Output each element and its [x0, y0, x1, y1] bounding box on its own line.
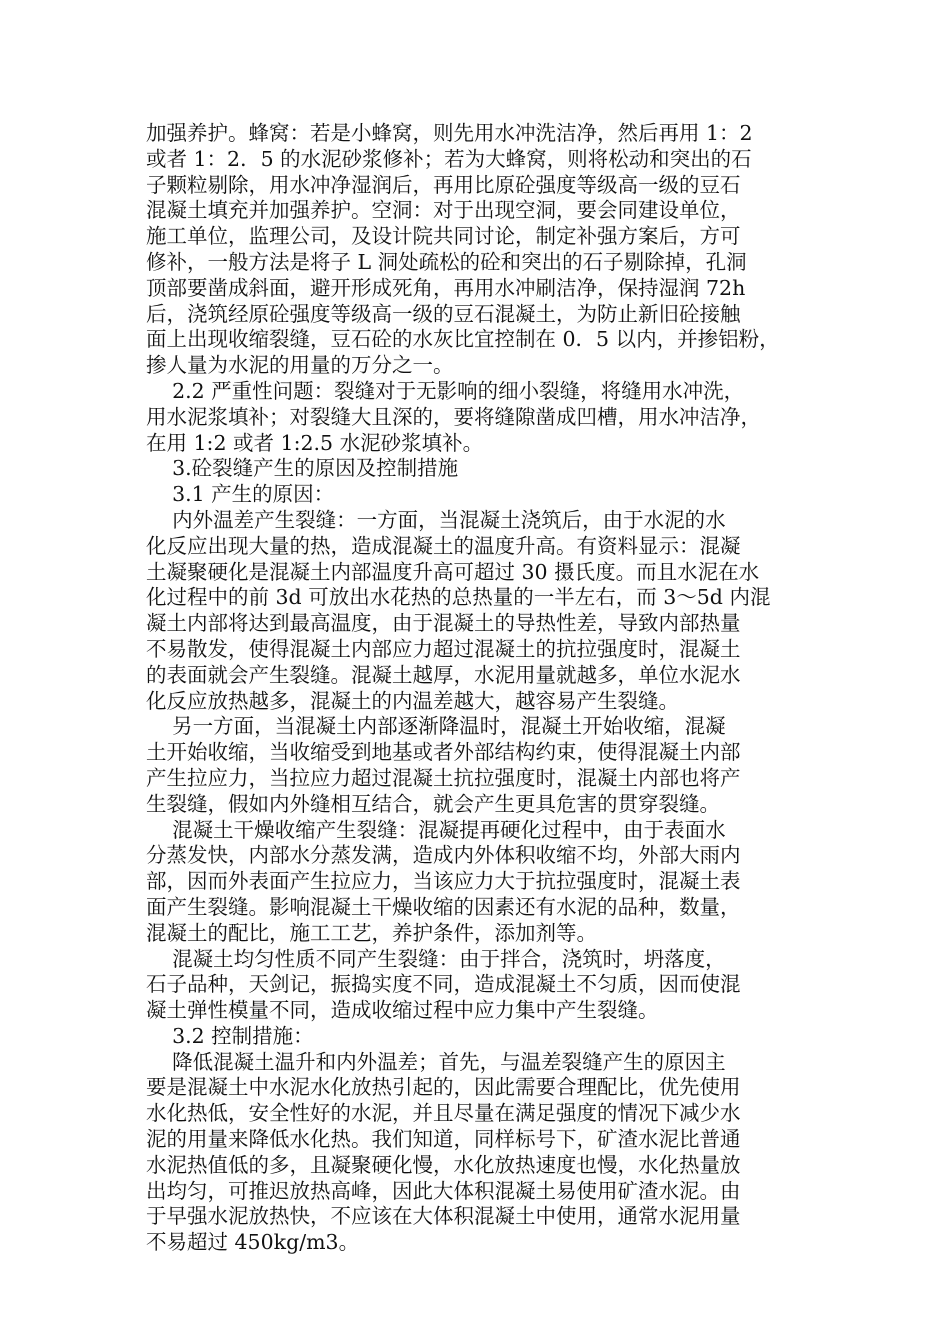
text-line: 不易超过 450kg/m3。 — [146, 1230, 360, 1255]
text-line: 石子品种，天剑记，振捣实度不同，造成混凝土不匀质，因而使混 — [146, 972, 741, 997]
text-line: 混凝土填充并加强养护。空洞：对于出现空洞，要会同建设单位， — [146, 198, 741, 223]
text-line: 后，浇筑经原砼强度等级高一级的豆石混凝土，为防止新旧砼接触 — [146, 301, 741, 326]
text-line: 凝土弹性模量不同，造成收缩过程中应力集中产生裂缝。 — [146, 998, 659, 1023]
text-line: 要是混凝土中水泥水化放热引起的，因此需要合理配比，优先使用 — [146, 1075, 741, 1100]
section-heading-3-1: 3.1 产生的原因： — [146, 482, 335, 507]
text-line: 面产生裂缝。影响混凝土干燥收缩的因素还有水泥的品种，数量， — [146, 894, 741, 919]
text-line: 部，因而外表面产生拉应力，当该应力大于抗拉强度时，混凝土表 — [146, 869, 741, 894]
text-line: 在用 1:2 或者 1:2.5 水泥砂浆填补。 — [146, 430, 484, 455]
text-line: 的表面就会产生裂缝。混凝土越厚，水泥用量就越多，单位水泥水 — [146, 662, 741, 687]
text-line: 顶部要凿成斜面，避开形成死角，再用水冲刷洁净，保持湿润 72h — [146, 275, 746, 300]
text-line: 加强养护。蜂窝：若是小蜂窝，则先用水冲洗洁净，然后再用 1：2 — [146, 121, 753, 145]
text-line: 化反应放热越多，混凝土的内温差越大，越容易产生裂缝。 — [146, 688, 679, 713]
text-line: 泥的用量来降低水化热。我们知道，同样标号下，矿渣水泥比普通 — [146, 1127, 741, 1152]
text-line: 用水泥浆填补；对裂缝大且深的，要将缝隙凿成凹槽，用水冲洁净， — [146, 404, 761, 429]
text-line: 凝土内部将达到最高温度，由于混凝土的导热性差，导致内部热量 — [146, 611, 741, 636]
text-line: 土凝聚硬化是混凝土内部温度升高可超过 30 摄氏度。而且水泥在水 — [146, 559, 760, 584]
text-line: 混凝土均匀性质不同产生裂缝：由于拌合，浇筑时，坍落度， — [146, 946, 726, 971]
text-line: 掺人量为水泥的用量的万分之一。 — [146, 353, 454, 378]
text-line: 混凝土干燥收缩产生裂缝：混凝提再硬化过程中，由于表面水 — [146, 817, 726, 842]
text-line: 出均匀，可推迟放热高峰，因此大体积混凝土易使用矿渣水泥。由 — [146, 1178, 741, 1203]
document-body — [146, 121, 816, 1256]
text-line: 混凝土的配比，施工工艺，养护条件，添加剂等。 — [146, 920, 597, 945]
section-heading-3: 3.砼裂缝产生的原因及控制措施 — [146, 456, 459, 481]
text-line: 或者 1：2．5 的水泥砂浆修补；若为大蜂窝，则将松动和突出的石 — [146, 146, 752, 171]
text-line: 水化热低，安全性好的水泥，并且尽量在满足强度的情况下减少水 — [146, 1101, 741, 1126]
text-line: 化过程中的前 3d 可放出水花热的总热量的一半左右，而 3～5d 内混 — [146, 585, 771, 610]
text-line: 另一方面，当混凝土内部逐渐降温时，混凝土开始收缩，混凝 — [146, 714, 726, 739]
section-heading-2-2: 2.2 严重性问题：裂缝对于无影响的细小裂缝，将缝用水冲洗， — [146, 378, 745, 403]
text-line: 不易散发，使得混凝土内部应力超过混凝土的抗拉强度时，混凝土 — [146, 636, 741, 661]
text-line: 面上出现收缩裂缝，豆石砼的水灰比宜控制在 0．5 以内，并掺铝粉， — [146, 327, 780, 352]
text-line: 子颗粒剔除，用水冲净湿润后，再用比原砼强度等级高一级的豆石 — [146, 172, 741, 197]
text-line: 土开始收缩，当收缩受到地基或者外部结构约束，使得混凝土内部 — [146, 740, 741, 765]
section-heading-3-2: 3.2 控制措施： — [146, 1023, 314, 1048]
text-line: 降低混凝土温升和内外温差；首先，与温差裂缝产生的原因主 — [146, 1049, 726, 1074]
text-line: 于早强水泥放热快，不应该在大体积混凝土中使用，通常水泥用量 — [146, 1204, 741, 1229]
text-line: 分蒸发快，内部水分蒸发满，造成内外体积收缩不均，外部大雨内 — [146, 843, 741, 868]
text-line: 产生拉应力，当拉应力超过混凝土抗拉强度时，混凝土内部也将产 — [146, 765, 741, 790]
text-line: 水泥热值低的多，且凝聚硬化慢，水化放热速度也慢，水化热量放 — [146, 1152, 741, 1177]
text-line: 生裂缝，假如内外缝相互结合，就会产生更具危害的贯穿裂缝。 — [146, 791, 720, 816]
text-line: 施工单位，监理公司，及设计院共同讨论，制定补强方案后，方可 — [146, 224, 741, 249]
text-line: 化反应出现大量的热，造成混凝土的温度升高。有资料显示：混凝 — [146, 533, 741, 558]
text-line: 修补，一般方法是将子 L 洞处疏松的砼和突出的石子剔除掉，孔洞 — [146, 249, 747, 274]
text-line: 内外温差产生裂缝：一方面，当混凝土浇筑后，由于水泥的水 — [146, 507, 726, 532]
